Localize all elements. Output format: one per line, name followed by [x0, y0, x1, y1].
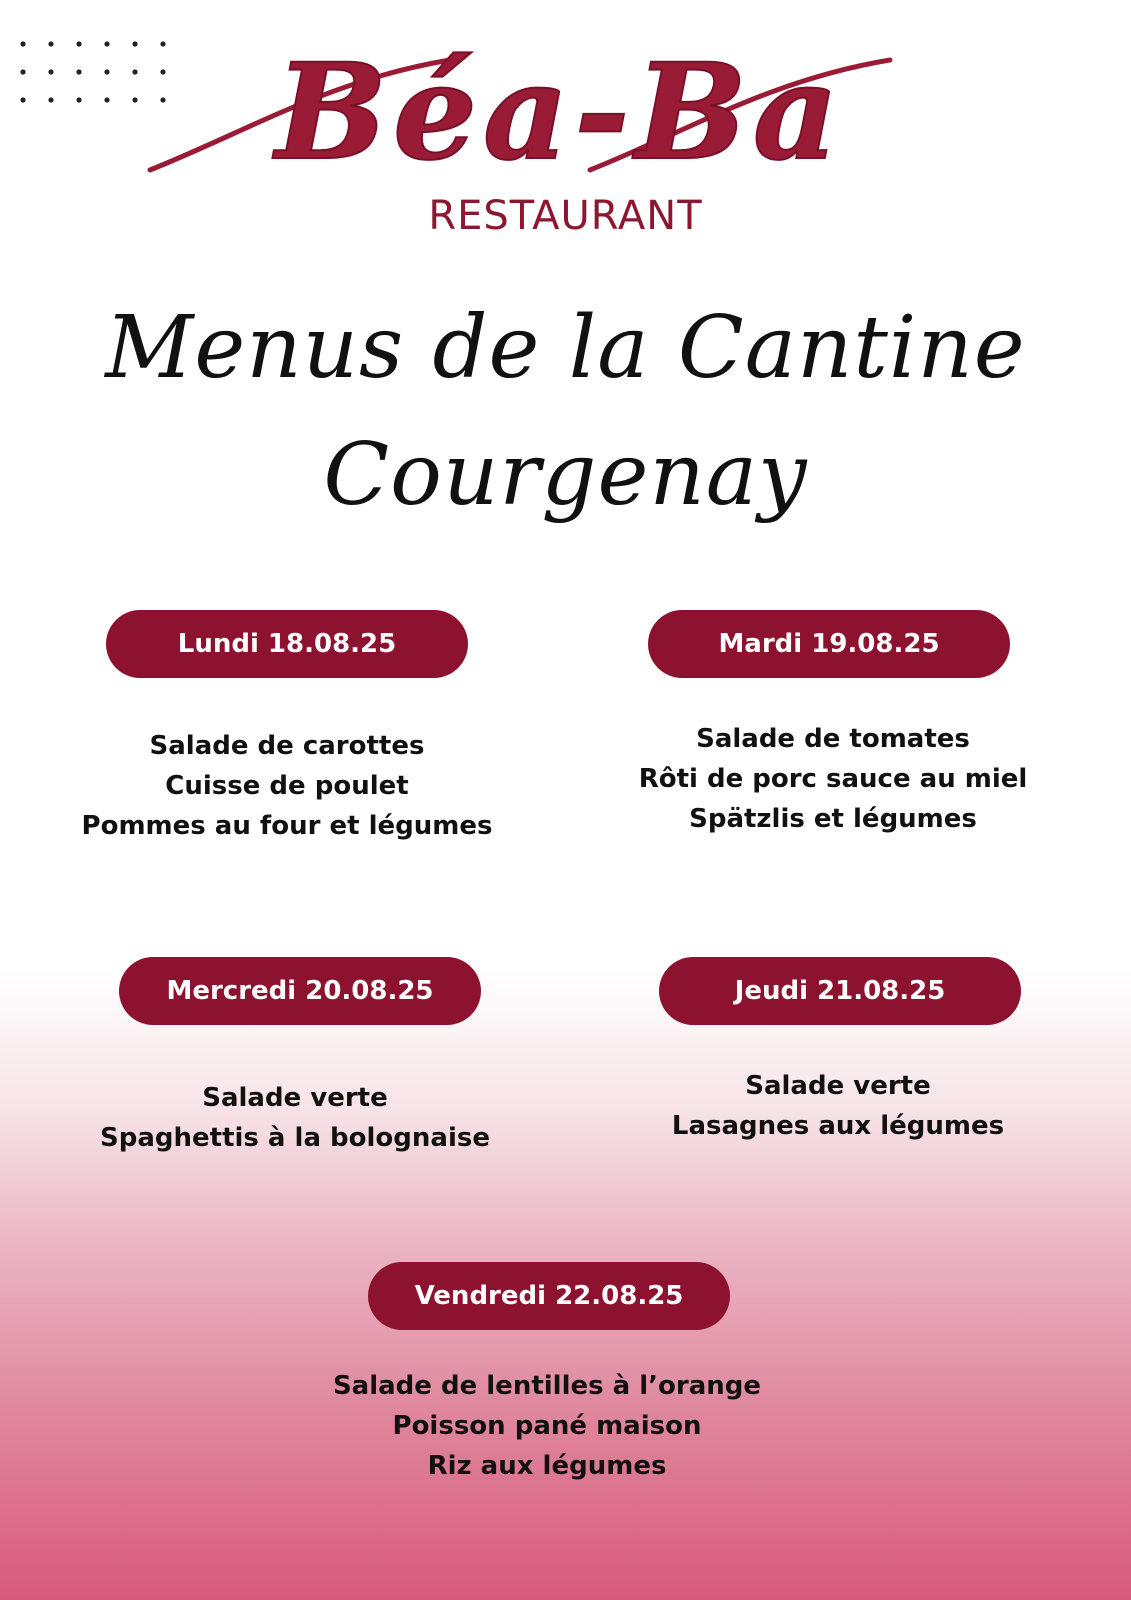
dish-item: Pommes au four et légumes	[81, 811, 493, 841]
dish-item: Salade de carottes	[149, 731, 425, 761]
day-pill-jeudi: Jeudi 21.08.25	[659, 957, 1021, 1025]
day-pill-mercredi: Mercredi 20.08.25	[119, 957, 481, 1025]
menu-lundi	[27, 726, 547, 846]
dish-item: Salade de tomates	[696, 724, 970, 754]
dish-item: Salade verte	[202, 1083, 388, 1113]
restaurant-logo	[130, 20, 990, 200]
menu-mercredi	[35, 1078, 555, 1158]
dish-item: Salade verte	[745, 1071, 931, 1101]
dish-item: Spaghettis à la bolognaise	[100, 1123, 490, 1153]
logo-text: Béa-Ba	[275, 35, 845, 190]
page-title-line-2: Courgenay	[323, 425, 808, 525]
dish-item: Salade de lentilles à l’orange	[332, 1371, 762, 1401]
menu-vendredi	[287, 1366, 807, 1486]
day-pill-vendredi: Vendredi 22.08.25	[368, 1262, 730, 1330]
dish-item: Poisson pané maison	[392, 1411, 702, 1441]
dish-item: Lasagnes aux légumes	[671, 1111, 1005, 1141]
page-title-line-1: Menus de la Cantine	[105, 298, 1026, 398]
dish-item: Spätzlis et légumes	[689, 804, 977, 834]
dish-item: Riz aux légumes	[427, 1451, 667, 1481]
restaurant-label: RESTAURANT	[428, 193, 703, 239]
menu-jeudi	[578, 1066, 1098, 1146]
menu-mardi	[573, 719, 1093, 839]
dish-item: Rôti de porc sauce au miel	[638, 764, 1028, 794]
dish-item: Cuisse de poulet	[165, 771, 409, 801]
day-pill-mardi: Mardi 19.08.25	[648, 610, 1010, 678]
day-pill-lundi: Lundi 18.08.25	[106, 610, 468, 678]
